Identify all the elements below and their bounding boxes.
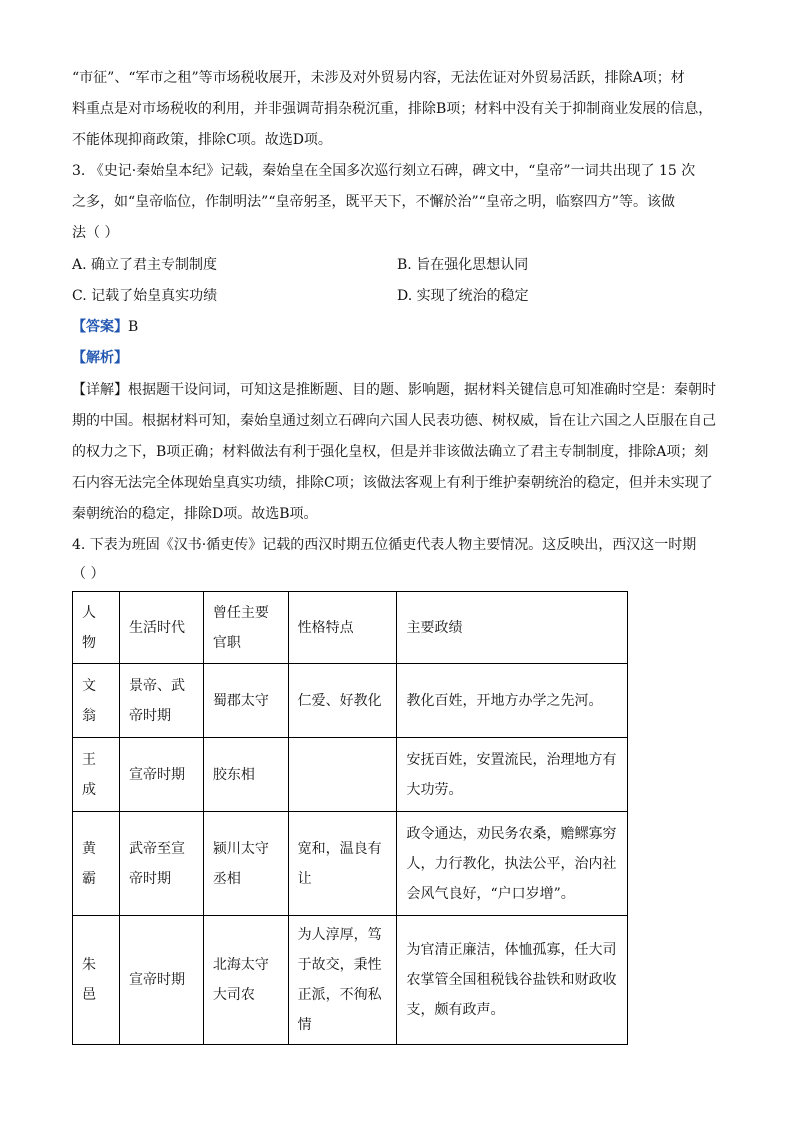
q3-detail-line-4: 石内容无法完全体现始皇真实功绩，排除C项；该做法客观上有利于维护秦朝统治的稳定，但并未实现了 — [72, 475, 713, 491]
table-header-row — [73, 592, 628, 664]
cell-achievements: 政令通达，劝民务农桑，赡鳏寡穷人，力行教化，执法公平，治内社会风气良好，“户口岁增”。 — [397, 812, 628, 916]
cell-achievements: 为官清正廉洁，体恤孤寡，任大司农掌管全国租税钱谷盐铁和财政收支，颇有政声。 — [397, 916, 628, 1045]
q3-stem-line-2: 之多，如“皇帝临位，作制明法”“皇帝躬圣，既平天下，不懈於治”“皇帝之明，临察四方”等。该做 — [72, 194, 675, 210]
cell-character: 为人淳厚，笃于故交，秉性正派，不徇私情 — [288, 916, 397, 1045]
cell-era: 景帝、武帝时期 — [119, 664, 203, 738]
header-achievements: 主要政绩 — [397, 592, 628, 664]
cell-office: 颍川太守丞相 — [203, 812, 288, 916]
cell-era: 宣帝时期 — [119, 738, 203, 812]
q3-analysis-label — [72, 348, 128, 368]
cell-person: 朱邑 — [73, 916, 120, 1045]
prev-analysis-line-1: “市征”、“军市之租”等市场税收展开，未涉及对外贸易内容，无法佐证对外贸易活跃，排除A项；材 — [72, 70, 685, 86]
table-row — [73, 664, 628, 738]
header-person: 人物 — [73, 592, 120, 664]
cell-character — [288, 738, 397, 812]
q4-stem-line-1: 4. 下表为班固《汉书·循吏传》记载的西汉时期五位循吏代表人物主要情况。这反映出，西汉这一时期 — [72, 537, 697, 553]
prev-analysis-line-2: 料重点是对市场税收的利用，并非强调苛捐杂税沉重，排除B项；材料中没有关于抑制商业发展的信息， — [72, 101, 713, 117]
cell-person: 文翁 — [73, 664, 120, 738]
cell-person: 王成 — [73, 738, 120, 812]
q3-detail-line-1: 【详解】根据题干设问词，可知这是推断题、目的题、影响题，据材料关键信息可知准确时空是：秦朝时 — [72, 382, 716, 398]
q3-stem-line-1: 3. 《史记·秦始皇本纪》记载，秦始皇在全国多次巡行刻立石碑，碑文中，“皇帝”一词共出现了 15 次 — [72, 163, 696, 179]
q3-option-a: A. 确立了君主专制制度 — [72, 257, 218, 273]
answer-value: B — [128, 319, 139, 335]
cell-office: 胶东相 — [203, 738, 288, 812]
q3-detail-line-3: 的权力之下，B项正确；材料做法有利于强化皇权，但是并非该做法确立了君主专制制度，排除A项；刻 — [72, 444, 709, 460]
cell-achievements: 安抚百姓，安置流民，治理地方有大功劳。 — [397, 738, 628, 812]
q3-stem-line-3: 法（ ） — [72, 225, 119, 241]
q3-option-b: B. 旨在强化思想认同 — [397, 257, 529, 273]
cell-office: 蜀郡太守 — [203, 664, 288, 738]
cell-character: 仁爱、好教化 — [288, 664, 397, 738]
header-office: 曾任主要官职 — [203, 592, 288, 664]
table-row — [73, 812, 628, 916]
cell-achievements: 教化百姓，开地方办学之先河。 — [397, 664, 628, 738]
q4-stem-line-2: （ ） — [72, 566, 105, 582]
header-character: 性格特点 — [288, 592, 397, 664]
cell-era: 宣帝时期 — [119, 916, 203, 1045]
officials-table — [72, 591, 628, 1045]
cell-era: 武帝至宣帝时期 — [119, 812, 203, 916]
cell-person: 黄霸 — [73, 812, 120, 916]
cell-character: 宽和，温良有让 — [288, 812, 397, 916]
q3-detail-line-2: 期的中国。根据材料可知，秦始皇通过刻立石碑向六国人民表功德、树权威，旨在让六国之人臣服在自己 — [72, 413, 716, 429]
q3-answer — [72, 317, 138, 337]
analysis-label: 【解析】 — [72, 350, 128, 366]
q3-option-c: C. 记载了始皇真实功绩 — [72, 288, 218, 304]
q3-detail-line-5: 秦朝统治的稳定，排除D项。故选B项。 — [72, 506, 318, 522]
answer-label: 【答案】 — [72, 319, 128, 335]
header-era: 生活时代 — [119, 592, 203, 664]
cell-office: 北海太守大司农 — [203, 916, 288, 1045]
prev-analysis-line-3: 不能体现抑商政策，排除C项。故选D项。 — [72, 132, 332, 148]
table-row — [73, 738, 628, 812]
q3-option-d: D. 实现了统治的稳定 — [397, 288, 529, 304]
table-row — [73, 916, 628, 1045]
